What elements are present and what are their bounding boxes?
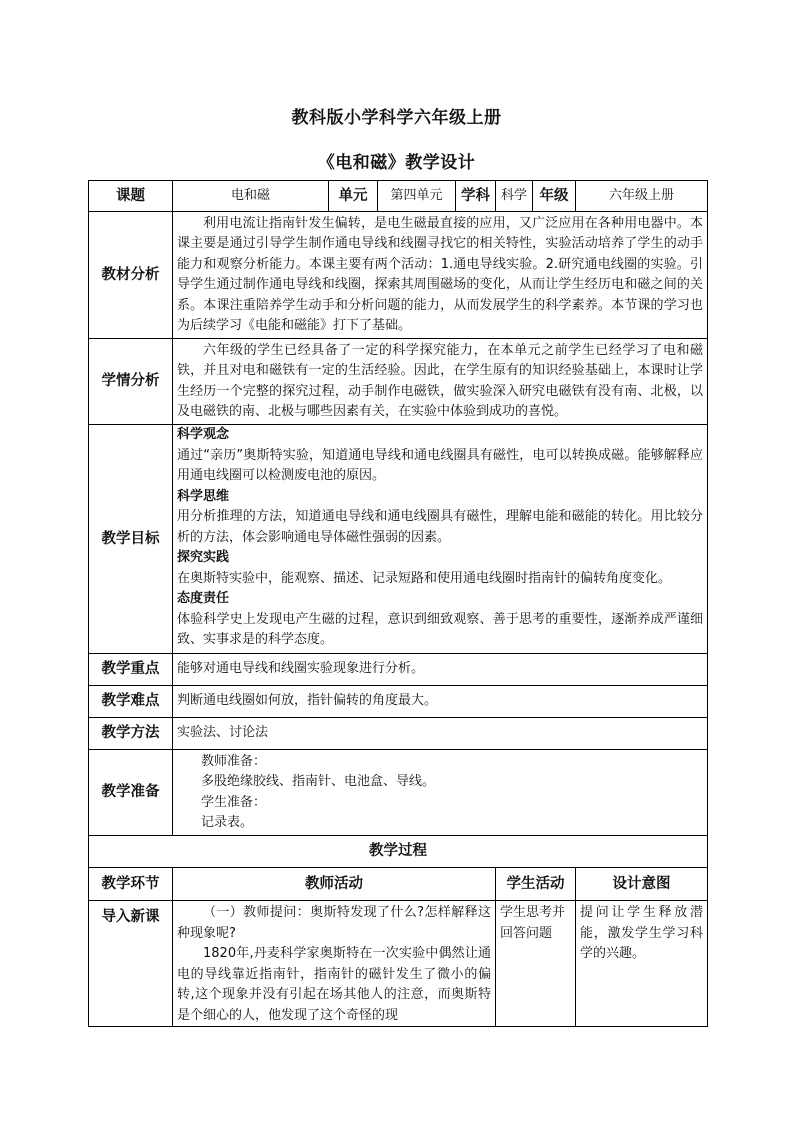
material-row [89,212,708,339]
subject-value: 科学 [496,181,533,212]
student-prep-label: 学生准备： [201,794,267,810]
method-row [89,718,708,750]
teacher-prep-items: 多股绝缘胶线、指南针、电池盒、导线。 [201,774,436,789]
design-intent-header: 设计意图 [576,868,708,901]
teacher-prep-label: 教师准备： [201,753,267,769]
subject-label: 学科 [456,181,496,212]
goal-text: 用分析推理的方法，知道通电导线和通电线圈具有磁性，理解电能和磁能的转化。用比较分析的方法，体会影响通电导体磁性强弱的因素。 [177,509,704,545]
design-intent-cell: 提问让学生释放潜能，激发学生学习科学的兴趣。 [576,901,708,1027]
goal-heading: 科学观念 [177,427,230,442]
goal-text: 在奥斯特实验中，能观察、描述、记录短路和使用通电线圈时指南针的偏转角度变化。 [177,570,672,586]
process-row [89,901,708,1027]
goal-heading: 态度责任 [177,591,230,606]
unit-value: 第四单元 [378,181,456,212]
stage-header: 教学环节 [89,868,173,901]
student-prep-items: 记录表。 [201,815,254,830]
difficulty-text: 判断通电线圈如何放，指针偏转的角度最大。 [173,686,708,718]
teacher-activity-cell [173,901,496,1027]
material-label: 教材分析 [89,212,173,339]
goals-content [173,425,708,654]
key-point-label: 教学重点 [89,654,173,686]
teacher-activity-question: （一）教师提问：奥斯特发现了什么?怎样解释这种现象呢? [177,905,492,941]
student-activity-header: 学生活动 [496,868,576,901]
info-row [89,181,708,212]
unit-label: 单元 [329,181,378,212]
key-point-text: 能够对通电导线和线圈实验现象进行分析。 [173,654,708,686]
method-text: 实验法、讨论法 [173,718,708,750]
document-subtitle: 《电和磁》教学设计 [317,153,476,173]
lesson-plan-table [88,180,708,1027]
goal-text: 体验科学史上发现电产生磁的过程，意识到细致观察、善于思考的重要性，逐渐养成严谨细致、实事求是的科学态度。 [177,611,704,647]
topic-label: 课题 [89,181,173,212]
process-title: 教学过程 [89,836,708,868]
material-text: 利用电流让指南针发生偏转，是电生磁最直接的应用，又广泛应用在各种用电器中。本课主要是通过引导学生制作通电导线和线圈寻找它的相关特性，实验活动培养了学生的动手能力和观察分析能力。本课主要有两个活动：1.通电导线实验。2.研究通电线圈的实验。引导学生通过制作通电导线和线圈，探索其周围磁场的变化，从而让学生经历电和磁之间的关系。本课注重陪养学生动手和分析问题的能力，从而发展学生的科学素养。本节课的学习也为后续学习《电能和磁能》打下了基础。 [177,215,704,333]
preparation-row [89,750,708,836]
difficulty-row [89,686,708,718]
document-title: 教科版小学科学六年级上册 [291,108,502,128]
topic-value: 电和磁 [173,181,329,212]
student-analysis-label: 学情分析 [89,339,173,425]
goals-row [89,425,708,654]
goal-heading: 探究实践 [177,550,230,565]
stage-cell: 导入新课 [89,901,173,1027]
difficulty-label: 教学难点 [89,686,173,718]
preparation-content [173,750,708,836]
preparation-label: 教学准备 [89,750,173,836]
student-analysis-row [89,339,708,425]
student-analysis-text: 六年级的学生已经具备了一定的科学探究能力，在本单元之前学生已经学习了电和磁铁，并且对电和磁铁有一定的生活经验。因此，在学生原有的知识经验基础上，本课时让学生经历一个完整的探究过程，动手制作电磁铁，做实验深入研究电磁铁有没有南、北极，以及电磁铁的南、北极与哪些因素有关，在实验中体验到成功的喜悦。 [177,342,704,419]
goal-heading: 科学思维 [177,488,230,504]
teacher-activity-header: 教师活动 [173,868,496,901]
process-title-row [89,836,708,868]
method-label: 教学方法 [89,718,173,750]
grade-label: 年级 [533,181,576,212]
key-point-row [89,654,708,686]
teacher-activity-story: 1820年,丹麦科学家奥斯特在一次实验中偶然让通电的导线靠近指南针，指南针的磁针发生了微小的偏转,这个现象并没有引起在场其他人的注意，而奥斯特是个细心的人，他发现了这个奇怪的现 [177,946,492,1023]
goals-label: 教学目标 [89,425,173,654]
grade-value: 六年级上册 [576,181,708,212]
student-activity-cell: 学生思考并回答问题 [496,901,576,1027]
process-header-row [89,868,708,901]
goal-text: 通过“亲历”奥斯特实验，知道通电导线和通电线圈具有磁性，电可以转换成磁。能够解释应用通电线圈可以检测废电池的原因。 [177,447,704,483]
